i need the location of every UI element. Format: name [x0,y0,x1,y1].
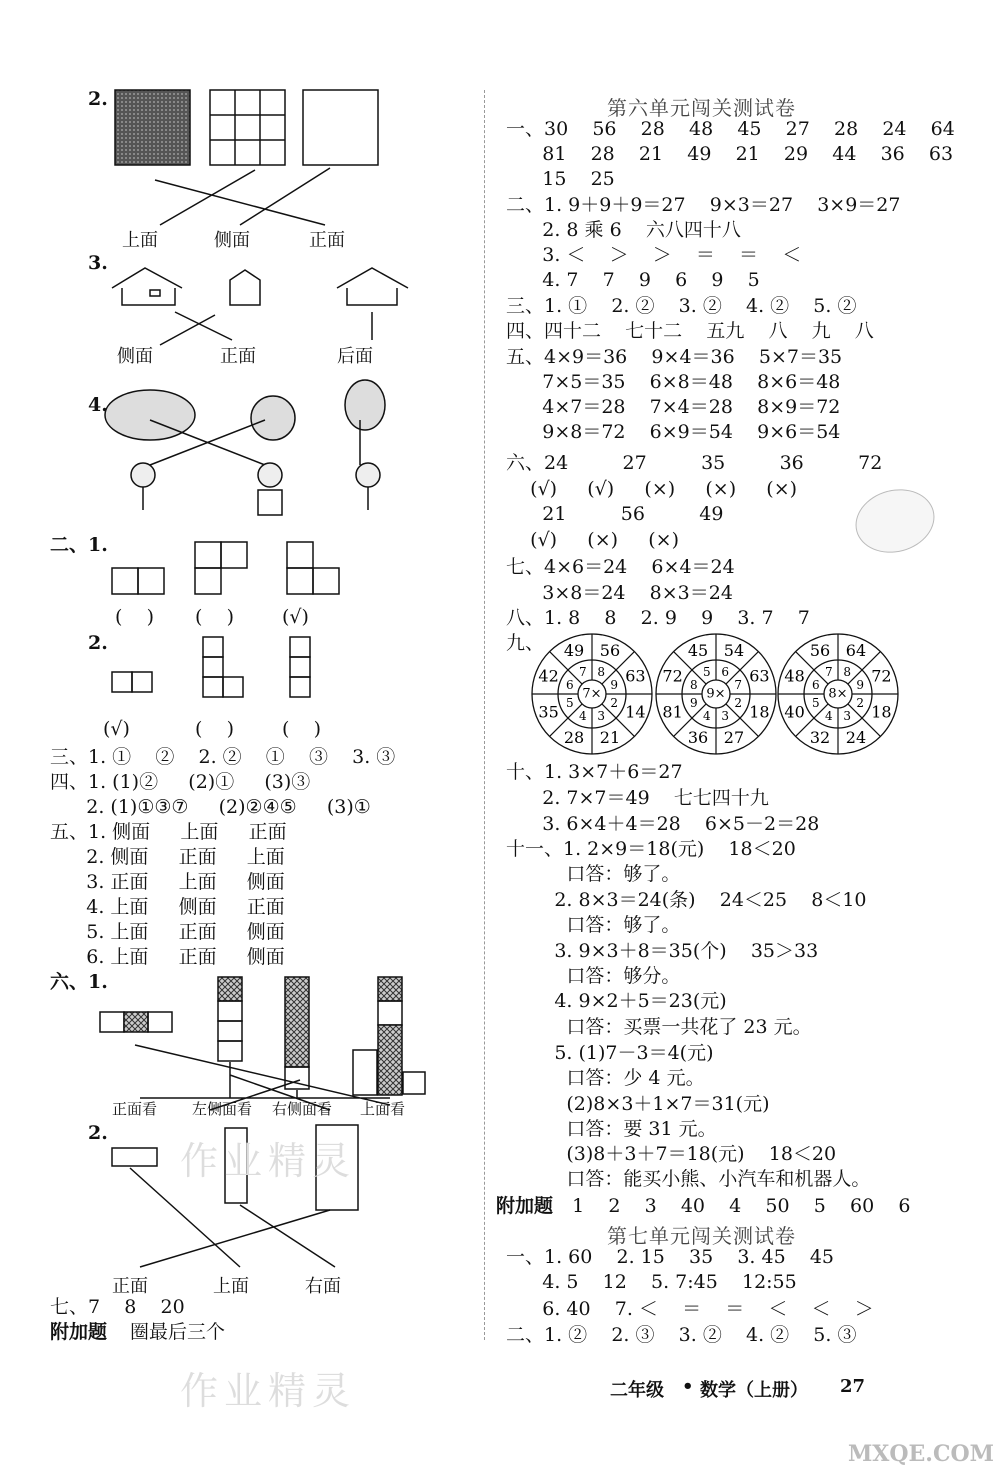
wheel-inner-number: 6 [812,677,820,692]
wheel-1 [532,634,652,754]
right-line-20: 八、1. 8 8 2. 9 9 3. 7 7 [506,607,810,629]
wheel-outer-number: 24 [845,727,867,747]
wheel-outer-number: 49 [563,641,585,661]
right-line-2: 81 28 21 49 21 29 44 36 63 [506,143,954,165]
q2-label: 2. [88,88,108,110]
right-line2-14: (2)8×3＋1×7＝31(元) [506,1093,770,1115]
unit6-title: 第六单元闯关测试卷 [607,96,796,120]
wheel-outer-number: 35 [538,702,559,722]
right-line-6: 3. ＜ ＞ ＞ ＝ ＝ ＜ [506,244,802,266]
s2-1-mark-c: (√) [282,606,309,628]
wheel-outer-number: 32 [809,727,831,747]
left-line-4: 五、1. 侧面 上面 正面 [50,821,287,843]
right-line-7: 4. 7 7 9 6 9 5 [506,269,760,291]
wheel-outer-number: 45 [687,641,709,661]
left-extra-label: 附加题 [50,1321,108,1343]
s6-1-view-b: 左侧面看 [192,1100,253,1118]
left-line-8: 5. 上面 正面 侧面 [50,921,285,943]
wheel-inner-number: 9 [610,677,618,692]
wheel-outer-number: 21 [599,727,621,747]
wheel-inner-number: 6 [566,677,574,692]
left-line-5: 2. 侧面 正面 上面 [50,846,285,868]
right-line-21: 九、 [506,632,545,654]
right-line-1: 一、30 56 28 48 45 27 28 24 64 [506,118,955,140]
q3-view-front: 正面 [220,346,256,367]
wheel-inner-number: 7 [824,664,833,679]
wheel-inner-number: 6 [721,664,730,679]
right-line-5: 2. 8 乘 6 六八四十八 [506,219,741,241]
right-line-13: 9×8＝72 6×9＝54 9×6＝54 [506,421,841,443]
right-line-3: 15 25 [506,168,615,190]
wheel-outer-number: 36 [687,727,709,747]
left-line-6: 3. 正面 上面 侧面 [50,871,285,893]
wheel-outer-number: 64 [845,641,867,661]
wheel-outer-number: 27 [723,727,745,747]
right-line2-12: 5. (1)7－3＝4(元) [506,1042,714,1064]
right-line-15: (√) (√) (×) (×) (×) [506,478,798,500]
site-watermark: MXQE.COM [847,1441,994,1467]
right-line-4: 二、1. 9＋9＋9＝27 9×3＝27 3×9＝27 [506,194,901,216]
wheel-outer-number: 81 [662,702,683,722]
right-line2-10: 4. 9×2＋5＝23(元) [506,990,727,1012]
wheel-outer-number: 18 [871,702,892,722]
wheel-outer-number: 56 [599,641,621,661]
s6-1-view-c: 右侧面看 [272,1100,333,1118]
right-line-12: 4×7＝28 7×4＝28 8×9＝72 [506,396,841,418]
right-line2-1: 十、1. 3×7＋6＝27 [506,761,683,783]
wheel-inner-number: 2 [734,696,742,711]
right-line2-3: 3. 6×4＋4＝28 6×5－2＝28 [506,813,820,835]
wheel-outer-number: 40 [784,702,805,722]
wheel-inner-number: 5 [702,664,711,679]
watermark-2: 作业精灵 [180,1369,357,1413]
right-line-18: 七、4×6＝24 6×4＝24 [506,556,735,578]
wheel-outer-number: 42 [538,666,559,686]
wheel-inner-number: 3 [597,709,606,724]
wheel-outer-number: 28 [563,727,585,747]
wheel-outer-number: 72 [871,666,892,686]
right-line-19: 3×8＝24 8×3＝24 [506,582,733,604]
left-line-1: 三、1. ① ② 2. ② ① ③ 3. ③ [50,746,396,768]
right-line-9: 四、四十二 七十二 五九 八 九 八 [506,320,874,342]
section-2-2-label: 2. [88,632,108,654]
wheel-inner-number: 3 [721,709,730,724]
wheel-outer-number: 63 [749,666,770,686]
right-line2-11: 口答：买票一共花了 23 元。 [506,1016,812,1038]
right-line-17: (√) (×) (×) [506,529,679,551]
wheel-inner-number: 2 [856,696,864,711]
right-line-11: 7×5＝35 6×8＝48 8×6＝48 [506,371,841,393]
wheel-outer-number: 63 [625,666,646,686]
wheel-center: 9× [706,686,726,702]
wheel-inner-number: 7 [734,677,742,692]
section-7: 七、7 8 20 [50,1296,185,1318]
wheel-center: 7× [582,686,602,702]
right-line2-13: 口答：少 4 元。 [506,1067,705,1089]
right-line2-6: 2. 8×3＝24(条) 24＜25 8＜10 [506,889,867,911]
q3-label: 3. [88,252,108,274]
wheel-3 [778,634,898,754]
s6-2-view-right: 右面 [305,1276,341,1297]
s2-2-mark-a: (√) [103,718,130,740]
q3-view-side: 侧面 [117,346,153,367]
right-line2-5: 口答：够了。 [506,863,681,885]
right-line-14: 六、24 27 35 36 72 [506,452,883,474]
q2-view-side: 侧面 [214,230,250,251]
wheel-2 [656,634,776,754]
wheel-inner-number: 8 [690,677,698,692]
s6-1-view-d: 上面看 [360,1100,406,1118]
wheel-inner-number: 9 [856,677,864,692]
right-line3-4: 二、1. ② 2. ③ 3. ② 4. ② 5. ③ [506,1324,857,1346]
wheel-inner-number: 3 [843,709,852,724]
wheel-inner-number: 8 [843,664,852,679]
page-number: 27 [840,1376,866,1397]
s6-2-view-front: 正面 [112,1276,148,1297]
right-line3-2: 4. 5 12 5. 7:45 12:55 [506,1271,797,1293]
right-extra-label: 附加题 [496,1195,554,1217]
wheel-inner-number: 2 [610,696,618,711]
wheel-inner-number: 5 [566,696,574,711]
left-extra-text: 圈最后三个 [130,1321,226,1343]
right-line2-7: 口答：够了。 [506,914,681,936]
s2-1-mark-b: ( ) [195,606,234,628]
right-line2-4: 十一、1. 2×9＝18(元) 18＜20 [506,838,796,860]
section-6-1-label: 六、1. [50,971,108,993]
wheel-inner-number: 8 [597,664,606,679]
right-line-16: 21 56 49 [506,503,724,525]
wheel-inner-number: 5 [812,696,820,711]
q4-label: 4. [88,394,108,416]
right-line2-16: (3)8＋3＋7＝18(元) 18＜20 [506,1143,837,1165]
wheel-outer-number: 14 [625,702,646,722]
right-line-10: 五、4×9＝36 9×4＝36 5×7＝35 [506,346,843,368]
wheel-inner-number: 7 [578,664,587,679]
watermark-1: 作业精灵 [180,1139,357,1183]
right-line2-17: 口答：能买小熊、小汽车和机器人。 [506,1168,871,1190]
wheel-outer-number: 72 [662,666,683,686]
wheel-outer-number: 18 [749,702,770,722]
footer-grade: 二年级 [610,1380,664,1401]
wheel-center: 8× [828,686,848,702]
right-line2-15: 口答：要 31 元。 [506,1118,717,1140]
right-line3-1: 一、1. 60 2. 15 35 3. 45 45 [506,1246,835,1268]
section-2-1-label: 二、1. [50,534,108,556]
s2-2-mark-c: ( ) [282,718,321,740]
s2-2-mark-b: ( ) [195,718,234,740]
left-line-7: 4. 上面 侧面 正面 [50,896,285,918]
section-6-2-label: 2. [88,1122,108,1144]
right-line2-2: 2. 7×7＝49 七七四十九 [506,787,769,809]
right-line-8: 三、1. ① 2. ② 3. ② 4. ② 5. ② [506,295,857,317]
right-line2-9: 口答：够分。 [506,965,681,987]
left-line-9: 6. 上面 正面 侧面 [50,946,285,968]
left-line-3: 2. (1)①③⑦ (2)②④⑤ (3)① [50,796,371,818]
wheel-outer-number: 56 [809,641,831,661]
s6-2-view-top: 上面 [213,1276,249,1297]
footer-dot: • [682,1376,694,1397]
right-line3-3: 6. 40 7. ＜ ＝ ＝ ＜ ＜ ＞ [506,1298,874,1320]
wheel-inner-number: 4 [578,709,587,724]
left-line-2: 四、1. (1)② (2)① (3)③ [50,771,311,793]
right-line2-8: 3. 9×3＋8＝35(个) 35＞33 [506,940,819,962]
wheel-inner-number: 4 [702,709,711,724]
wheel-outer-number: 54 [723,641,745,661]
q2-view-top: 上面 [122,230,158,251]
right-extra-text: 1 2 3 40 4 50 5 60 6 [560,1195,911,1217]
wheel-inner-number: 9 [690,696,698,711]
footer-subject: 数学（上册） [700,1380,808,1401]
q3-view-back: 后面 [337,346,373,367]
unit7-title: 第七单元闯关测试卷 [607,1224,796,1248]
s6-1-view-a: 正面看 [112,1100,158,1118]
q2-view-front: 正面 [309,230,345,251]
s2-1-mark-a: ( ) [115,606,154,628]
wheel-outer-number: 48 [784,666,805,686]
wheel-inner-number: 4 [824,709,833,724]
